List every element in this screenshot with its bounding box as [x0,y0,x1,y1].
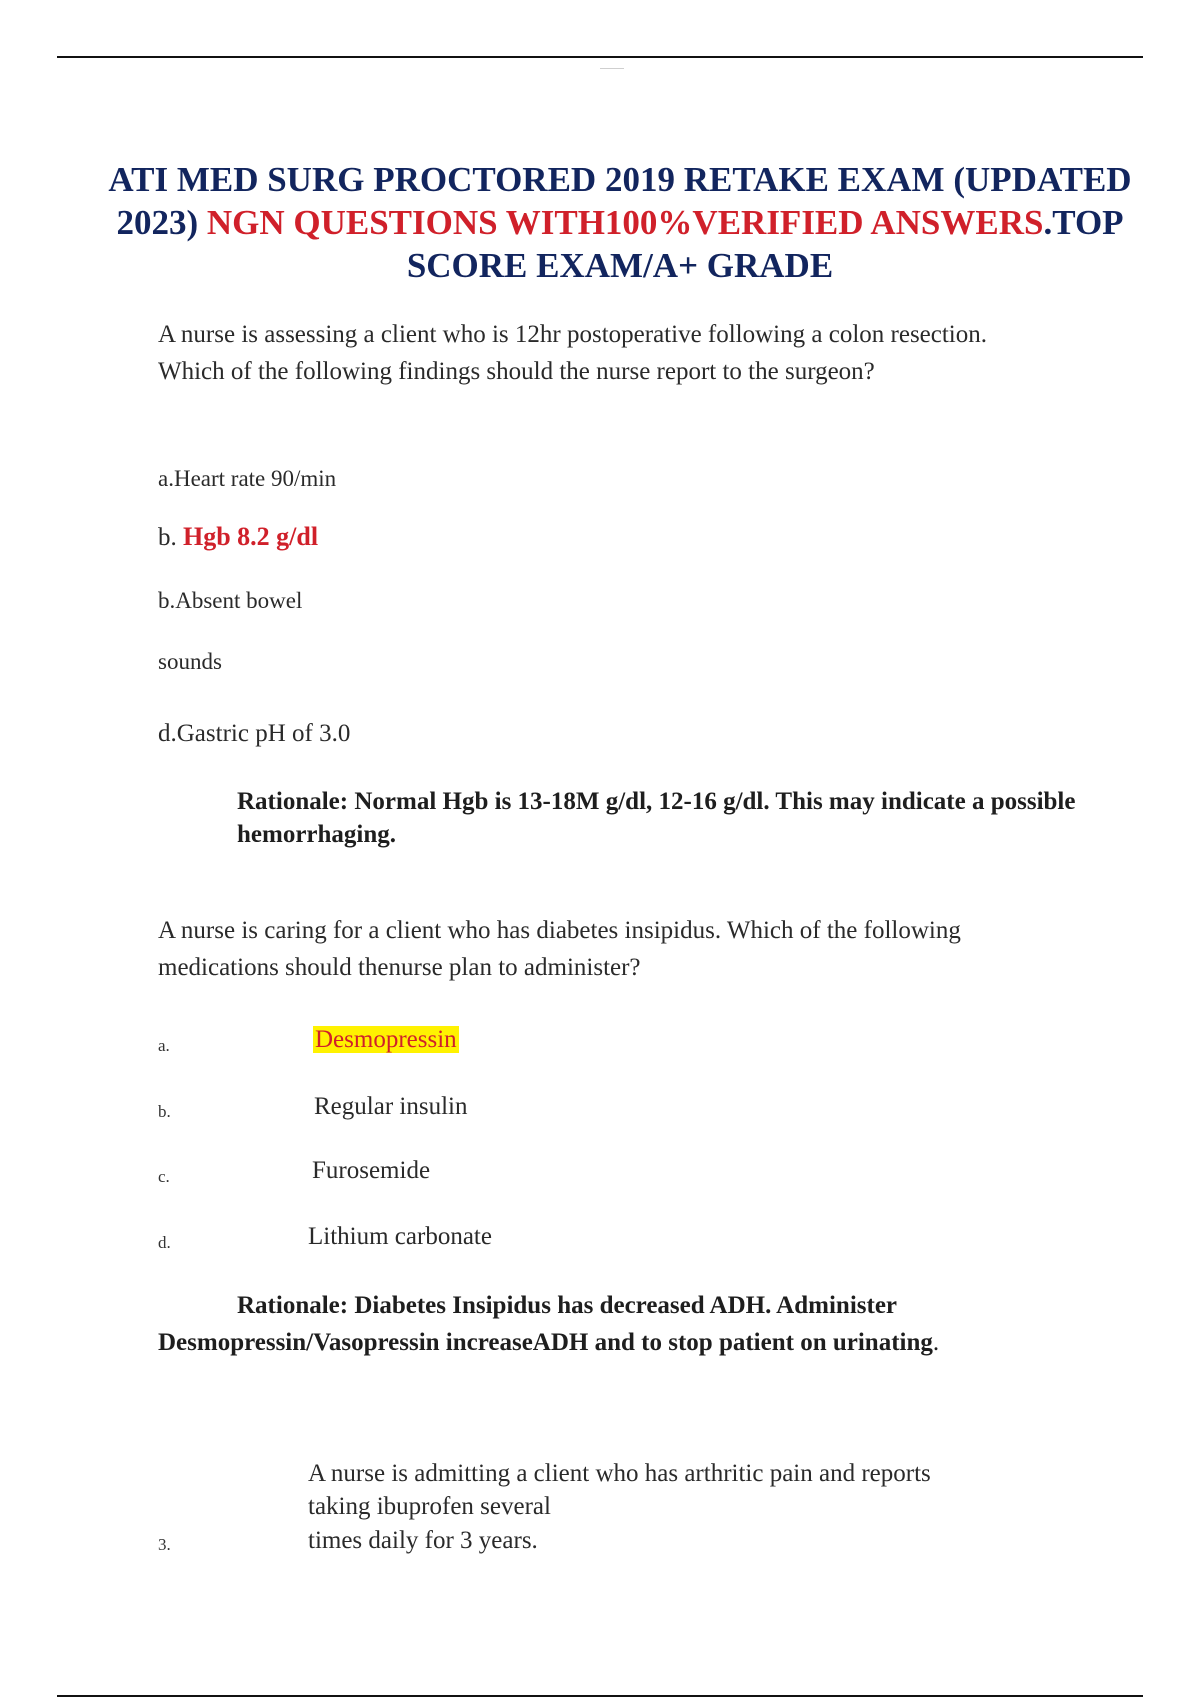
q1-option-c-line1: b.Absent bowel [158,588,303,613]
header-mark [600,68,624,73]
q2-rationale-line1: Rationale: Diabetes Insipidus has decreased ADH. Administer [237,1292,898,1319]
q2-option-d-label: d. [158,1233,171,1252]
q3-stem-line1: A nurse is admitting a client who has arthritic pain and reports [308,1460,931,1487]
q3-stem-line3: times daily for 3 years. [308,1527,538,1554]
q1-option-b-label: b. [158,524,183,551]
q2-option-a-label: a. [158,1036,170,1055]
q2-stem: A nurse is caring for a client who has diabetes insipidus. Which of the following medications should thenurse plan to administer? [158,917,961,981]
q1-option-d: d.Gastric pH of 3.0 [158,720,351,747]
title-part-3: .TOP SCORE EXAM/A+ GRADE [406,203,1124,285]
q2-option-c-text: Furosemide [312,1157,431,1184]
q1-rationale: Rationale: Normal Hgb is 13-18M g/dl, 12-16 g/dl. This may indicate a possible hemorrhaging. [237,788,1076,848]
q2-rationale-line2-text: Desmopressin/Vasopressin increaseADH and to stop patient on urinating [158,1329,933,1356]
q1-option-b-answer: Hgb 8.2 g/dl [183,522,319,551]
q2-option-a-text [313,1026,459,1054]
q1-option-b [158,522,318,552]
title-part-1: ATI MED SURG PROCTORED 2019 RETAKE EXAM (UPDATED 2023) [108,160,1132,242]
q2-option-b-label: b. [158,1102,171,1121]
q2-option-c-label: c. [158,1167,170,1186]
bottom-rule [57,1695,1143,1697]
q2-option-a-answer: Desmopressin [315,1026,457,1053]
q2-rationale-period: . [932,1329,940,1356]
q2-rationale-line2 [158,1326,939,1359]
title-part-2: NGN QUESTIONS WITH100%VERIFIED ANSWERS [206,203,1044,242]
q2-option-d-text: Lithium carbonate [308,1223,492,1250]
document-title [80,158,1160,287]
q3-number: 3. [158,1535,171,1554]
q1-option-c-line2: sounds [158,649,222,674]
top-rule [57,56,1143,58]
q3-stem-line2: taking ibuprofen several [308,1493,551,1520]
q1-option-a: a.Heart rate 90/min [158,466,337,491]
q1-stem: A nurse is assessing a client who is 12hr postoperative following a colon resection. Which of the following findings should the nurse report to the surgeon? [158,321,988,385]
q2-option-b-text: Regular insulin [314,1093,468,1120]
